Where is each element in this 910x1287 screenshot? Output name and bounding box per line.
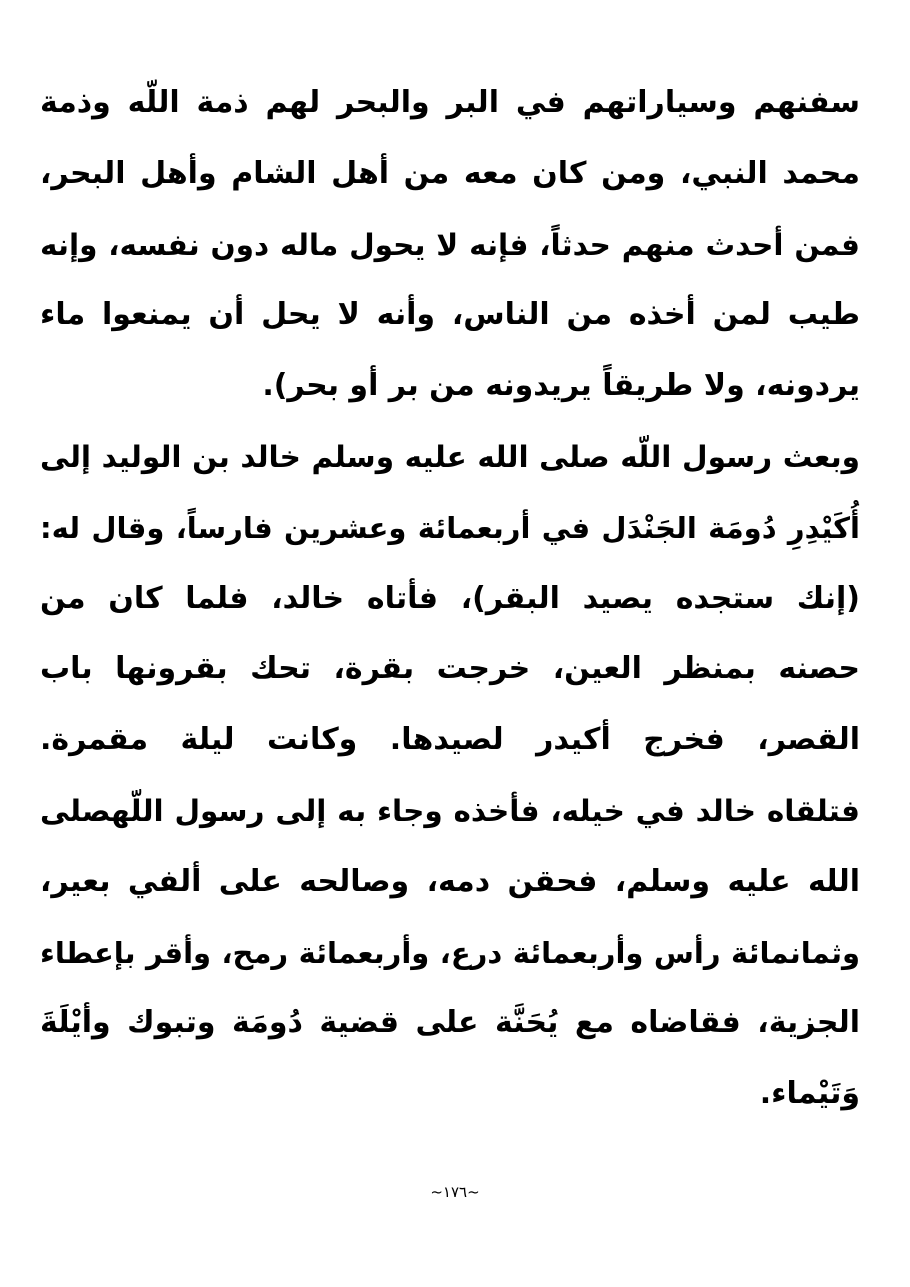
- text-line-10: القصر، فخرج أكيدر لصيدها. وكانت ليلة مقمرة.: [40, 722, 860, 758]
- text-line-13: وثمانمائة رأس وأربعمائة درع، وأربعمائة رمح، وأقر بإعطاء: [40, 935, 860, 970]
- text-line-1: سفنهم وسياراتهم في البر والبحر لهم ذمة اللّه وذمة: [40, 85, 860, 120]
- text-line-6: وبعث رسول اللّه صلى الله عليه وسلم خالد بن الوليد إلى: [40, 439, 860, 474]
- text-line-2: محمد النبي، ومن كان معه من أهل الشام وأهل البحر،: [40, 155, 860, 191]
- text-line-9: حصنه بمنظر العين، خرجت بقرة، تحك بقرونها باب: [40, 651, 860, 687]
- text-line-12: الله عليه وسلم، فحقن دمه، وصالحه على ألفي بعير،: [40, 863, 860, 899]
- text-line-11: فتلقاه خالد في خيله، فأخذه وجاء به إلى رسول اللّهصلى: [40, 793, 860, 828]
- text-line-4: طيب لمن أخذه من الناس، وأنه لا يحل أن يمنعوا ماء: [40, 297, 860, 333]
- text-line-5: يردونه، ولا طريقاً يريدونه من بر أو بحر).: [262, 368, 860, 404]
- text-line-15: وَتَيْماء.: [759, 1076, 860, 1112]
- text-line-14: الجزية، فقاضاه مع يُحَنَّة على قضية دُومَة وتبوك وأيْلَةَ: [40, 1005, 860, 1041]
- text-line-7: أُكَيْدِرِ دُومَة الجَنْدَل في أربعمائة وعشرين فارساً، وقال له:: [40, 510, 860, 545]
- text-line-3: فمن أحدث منهم حدثاً، فإنه لا يحول ماله دون نفسه، وإنه: [40, 227, 860, 262]
- body-text: [40, 68, 860, 1130]
- text-line-8: (إنك ستجده يصيد البقر)، فأتاه خالد، فلما كان من: [40, 580, 860, 616]
- page-number: ~١٧٦~: [430, 1183, 480, 1201]
